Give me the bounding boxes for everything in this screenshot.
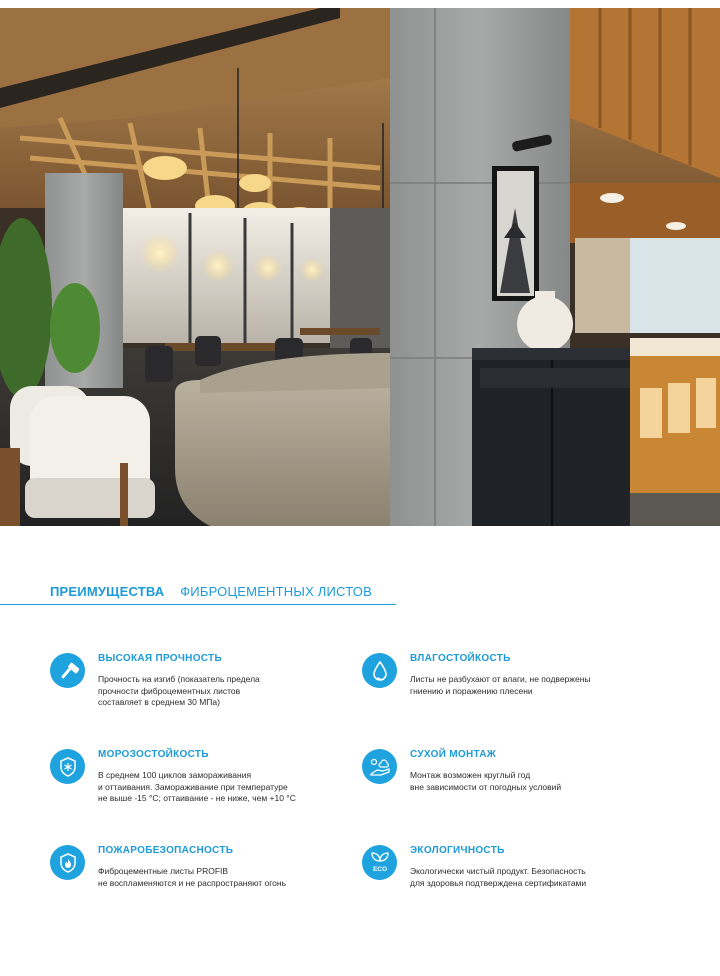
feature-title: МОРОЗОСТОЙКОСТЬ <box>98 749 209 760</box>
feature-title: СУХОЙ МОНТАЖ <box>410 749 497 760</box>
feature-text: Прочность на изгиб (показатель предела прочности фиброцементных листов составляет в среднем 30 МПа) <box>98 674 260 707</box>
weather-hand-icon <box>362 749 397 784</box>
water-drop-icon <box>362 653 397 688</box>
feature-text: Монтаж возможен круглый год вне зависимости от погодных условий <box>410 770 562 792</box>
feature-title: ЭКОЛОГИЧНОСТЬ <box>410 845 505 856</box>
heading-underline <box>0 604 396 605</box>
feature-title: ВЛАГОСТОЙКОСТЬ <box>410 653 511 664</box>
eco-leaves-icon <box>362 845 397 880</box>
section-heading <box>50 584 372 599</box>
hammer-icon <box>50 653 85 688</box>
feature-text: Экологически чистый продукт. Безопасность для здоровья подтверждена сертификатами <box>410 866 587 888</box>
feature-text: Фиброцементные листы PROFIB не воспламеняются и не распространяют огонь <box>98 866 287 888</box>
heading-bold: ПРЕИМУЩЕСТВА <box>50 584 165 599</box>
feature-title: ВЫСОКАЯ ПРОЧНОСТЬ <box>98 653 222 664</box>
heading-rest: ФИБРОЦЕМЕНТНЫХ ЛИСТОВ <box>180 584 372 599</box>
feature-title: ПОЖАРОБЕЗОПАСНОСТЬ <box>98 845 234 856</box>
eco-label: ECO <box>372 865 387 873</box>
feature-text: Листы не разбухают от влаги, не подвержены гниению и поражению плесени <box>410 674 591 696</box>
interior-photo <box>0 8 720 526</box>
frost-shield-icon <box>50 749 85 784</box>
fire-shield-icon <box>50 845 85 880</box>
feature-text: В среднем 100 циклов замораживания и оттаивания. Замораживание при температуре не выше -15 °С; оттаивание - не ниже, чем +10 °С <box>98 770 296 803</box>
